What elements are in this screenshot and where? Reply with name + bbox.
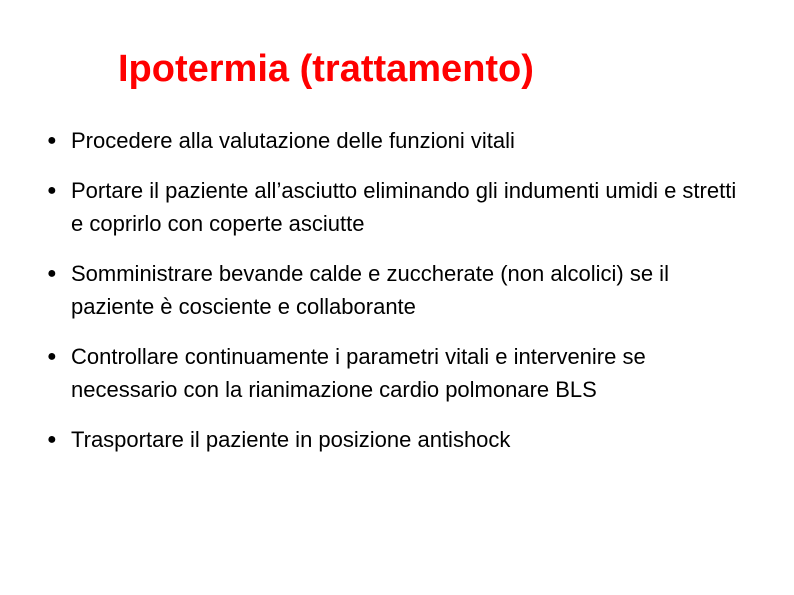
bullet-text: Controllare continuamente i parametri vitali e intervenire se necessario con la rianimazione cardio polmonare BLS — [71, 344, 646, 402]
bullet-item-check-vitals — [46, 124, 746, 157]
bullet-text: Portare il paziente all’asciutto eliminando gli indumenti umidi e stretti e coprirlo con coperte asciutte — [71, 178, 737, 236]
slide-title: Ipotermia (trattamento) — [118, 48, 534, 90]
bullet-dot-icon: ● — [47, 132, 57, 149]
bullet-list — [46, 124, 746, 473]
bullet-dot-icon: ● — [47, 265, 57, 282]
bullet-dot-icon: ● — [47, 348, 57, 365]
bullet-item-warm-drinks — [46, 257, 746, 323]
bullet-item-antishock-transport — [46, 423, 746, 456]
bullet-item-monitor-cpr — [46, 340, 746, 406]
bullet-text: Procedere alla valutazione delle funzioni vitali — [71, 128, 515, 153]
bullet-text: Somministrare bevande calde e zuccherate (non alcolici) se il paziente è cosciente e collaborante — [71, 261, 669, 319]
bullet-dot-icon: ● — [47, 431, 57, 448]
bullet-text: Trasportare il paziente in posizione antishock — [71, 427, 511, 452]
bullet-item-dry-and-cover — [46, 174, 746, 240]
bullet-dot-icon: ● — [47, 182, 57, 199]
